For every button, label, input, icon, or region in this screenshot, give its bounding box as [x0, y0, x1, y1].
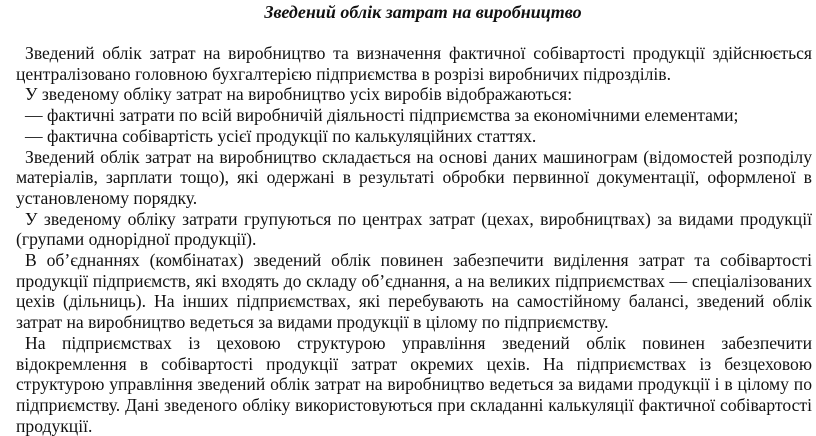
paragraph-shop-structure: На підприємствах із цеховою структурою управління зведений облік повинен забезпечити відокремлення в собівартості продукції затрат окремих цехів. На підприємствах із безцеховою структурою управління зведений облік затрат на виробництво ведеться за видами продукції і в цілому по підприємству. Дані зведеного обліку використовуються при складанні калькуляції фактичної собівартості продукції. — [16, 332, 812, 436]
paragraph-basis: Зведений облік затрат на виробництво складається на основі даних машинограм (відомостей розподілу матеріалів, зарплати тощо), які одержані в результаті обробки первинної документації, оформленої в установленому порядку. — [16, 146, 812, 208]
list-item-actual-costs: — фактичні затрати по всій виробничій діяльності підприємства за економічними елементами; — [25, 105, 739, 126]
paragraph-grouping: У зведеному обліку затрати групуються по центрах затрат (цехах, виробництвах) за видами продукції (групами однорідної продукції). — [16, 208, 812, 250]
paragraph-intro: Зведений облік затрат на виробництво та визначення фактичної собівартості продукції здійснюється централізовано головною бухгалтерією підприємства в розрізі виробничих підрозділів. — [16, 43, 812, 84]
paragraph-reflects: У зведеному обліку затрат на виробництво усіх виробів відображаються: — [25, 84, 573, 105]
document-body — [16, 43, 812, 436]
list-item-actual-cost-price: — фактична собівартість усієї продукції по калькуляційних статтях. — [25, 125, 537, 146]
document-title: Зведений облік затрат на виробництво — [264, 2, 582, 22]
document-page — [16, 0, 812, 436]
paragraph-associations: В об’єднаннях (комбінатах) зведений облік повинен забезпечити виділення затрат та собівартості продукції підприємств, які входять до складу об’єднання, а на великих підприємствах — спеціалізованих цехів (дільниць). На інших підприємствах, які перебувають на самостійному балансі, зведений облік затрат на виробництво ведеться за видами продукції в цілому по підприємству. — [16, 250, 812, 333]
